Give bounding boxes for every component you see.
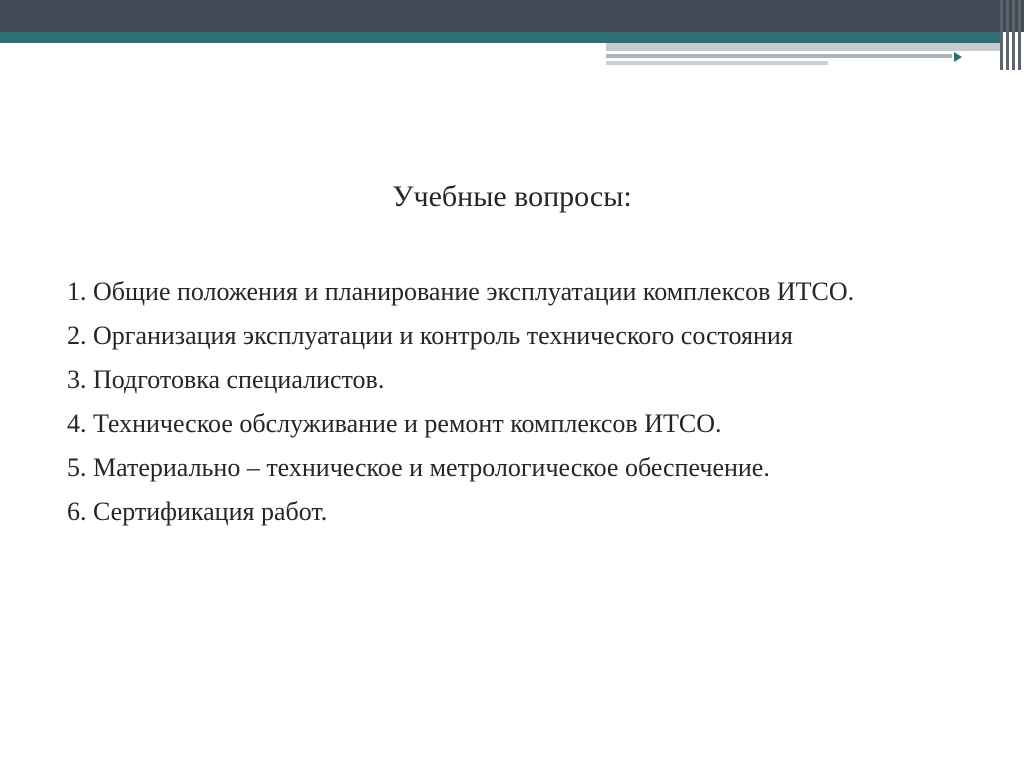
header-line-gray — [606, 43, 1000, 51]
list-item: 1. Общие положения и планирование эксплуатации комплексов ИТСО. — [67, 277, 855, 306]
list-item: 5. Материально – техническое и метрологическое обеспечение. — [67, 453, 770, 482]
header-bar-dark — [0, 0, 1024, 32]
header-line-gray — [606, 54, 952, 58]
header-vertical-stripe — [1000, 0, 1003, 70]
header-bar-teal — [0, 32, 1000, 43]
questions-list — [67, 277, 956, 526]
triangle-right-icon — [954, 52, 962, 62]
header-vertical-stripe — [1012, 0, 1015, 70]
slide-title: Учебные вопросы: — [392, 180, 632, 213]
header-line-gray — [606, 61, 828, 65]
header-vertical-stripe — [1018, 0, 1021, 70]
list-item: 6. Сертификация работ. — [67, 497, 328, 526]
list-item: 2. Организация эксплуатации и контроль технического состояния — [67, 321, 793, 350]
list-item: 3. Подготовка специалистов. — [67, 365, 385, 394]
list-item: 4. Техническое обслуживание и ремонт комплексов ИТСО. — [67, 409, 722, 438]
header-vertical-stripe — [1006, 0, 1009, 70]
